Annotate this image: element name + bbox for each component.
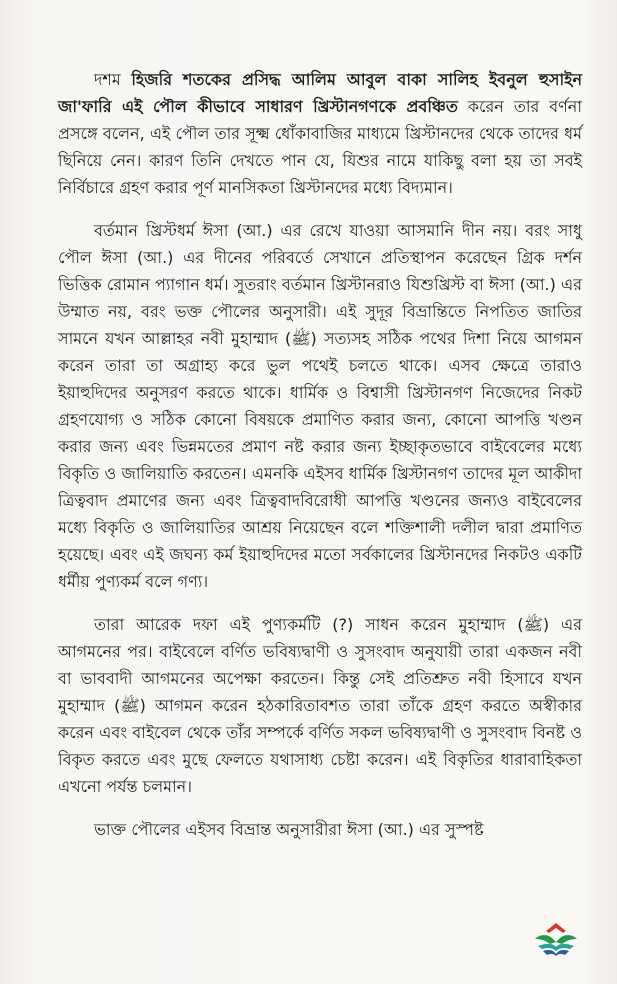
- paragraph-2: [58, 217, 582, 595]
- logo-teal-wave: [538, 944, 574, 951]
- paragraph-3-body: তারা আরেক দফা এই পুণ্যকর্মটি (?) সাধন করেন মুহাম্মাদ (ﷺ) এর আগমনের পর। বাইবেলে বর্ণিত ভবিষ্যদ্বাণী ও সুসংবাদ অনুযায়ী তারা একজন নবী বা ভাববাদী আগমনের অপেক্ষা করতেন। কিন্তু সেই প্রতিশ্রুত নবী হিসাবে যখন মুহাম্মাদ (ﷺ) আগমন করেন হঠকারিতাবশত তারা তাঁকে গ্রহণ করতে অস্বীকার করেন এবং বাইবেল থেকে তাঁর সম্পর্কে বর্ণিত সকল ভবিষ্যদ্বাণী ও সুসংবাদ বিনষ্ট ও বিকৃত করতে এবং মুছে ফেলতে যথাসাধ্য চেষ্টা করেন। এই বিকৃতির ধারাবাহিকতা এখনো পর্যন্ত চলমান।: [58, 615, 582, 796]
- paragraph-2-body: বর্তমান খ্রিস্টধর্ম ঈসা (আ.) এর রেখে যাওয়া আসমানি দীন নয়। বরং সাধু পৌল ঈসা (আ.) এর দীনের পরিবর্তে সেখানে প্রতিস্থাপন করেছেন গ্রিক দর্শন ভিত্তিক রোমান প্যাগান ধর্ম। সুতরাং বর্তমান খ্রিস্টানরাও যিশুখ্রিস্ট বা ঈসা (আ.) এর উম্মাত নয়, বরং ভক্ত পৌলের অনুসারী। এই সুদূর বিভ্রান্তিতে নিপতিত জাতির সামনে যখন আল্লাহর নবী মুহাম্মাদ (ﷺ) সত্যসহ সঠিক পথের দিশা নিয়ে আগমন করেন তারা তা অগ্রাহ্য করে ভুল পথেই চলতে থাকে। এসব ক্ষেত্রে তারাও ইয়াহুদিদের অনুসরণ করতে থাকে। ধার্মিক ও বিশ্বাসী খ্রিস্টানগণ নিজেদের নিকট গ্রহণযোগ্য ও সঠিক কোনো বিষয়কে প্রমাণিত করার জন্য, কোনো আপত্তি খণ্ডন করার জন্য এবং ভিন্নমতের প্রমাণ নষ্ট করার জন্য ইচ্ছাকৃতভাবে বাইবেলের মধ্যে বিকৃতি ও জালিয়াতি করতেন। এমনকি এইসব ধার্মিক খ্রিস্টানগণ তাদের মূল আকীদা ত্রিত্ববাদ প্রমাণের জন্য এবং ত্রিত্ববাদবিরোধী আপত্তি খণ্ডনের জন্যও বাইবেলের মধ্যে বিকৃতি ও জালিয়াতির আশ্রয় নিয়েছেন বলে শক্তিশালী দলীল দ্বারা প্রমাণিত হয়েছে। এবং এই জঘন্য কর্ম ইয়াহুদিদের মতো সর্বকালের খ্রিস্টানদের নিকটও একটি ধর্মীয় পুণ্যকর্ম বলে গণ্য।: [58, 221, 582, 591]
- paragraph-4-body: ভাক্ত পৌলের এইসব বিভ্রান্ত অনুসারীরা ঈসা (আ.) এর সুস্পষ্ট: [94, 820, 484, 839]
- paragraph-1: [58, 66, 582, 201]
- paragraph-1-body: করেন তার বর্ণনা প্রসঙ্গে বলেন, এই পৌল তার সূক্ষ্ম ধোঁকাবাজির মাধ্যমে খ্রিস্টানদের থেকে তাদের ধর্ম ছিনিয়ে নেন। কারণ তিনি দেখতে পান যে, যিশুর নামে যাকিছু বলা হয় তা সবই নির্বিচারে গ্রহণ করার পূর্ণ মানসিকতা খ্রিস্টানদের মধ্যে বিদ্যমান।: [58, 97, 582, 197]
- logo-red-arch: [546, 923, 566, 933]
- publisher-logo-icon: [528, 918, 584, 958]
- text-block: [58, 66, 582, 843]
- paragraph-1-intro: দশম: [94, 70, 132, 89]
- paragraph-1-highlight: হিজরি শতকের প্রসিদ্ধ আলিম আবুল বাকা সালিহ ইবনুল হুসাইন জা'ফারি এই পৌল কীভাবে সাধারণ খ্রিস্টানগণকে প্রবঞ্চিত: [58, 70, 582, 116]
- logo-green-leaf-right: [556, 935, 577, 944]
- paragraph-4: [58, 816, 582, 843]
- logo-green-leaf-left: [535, 935, 556, 944]
- paragraph-3: [58, 611, 582, 800]
